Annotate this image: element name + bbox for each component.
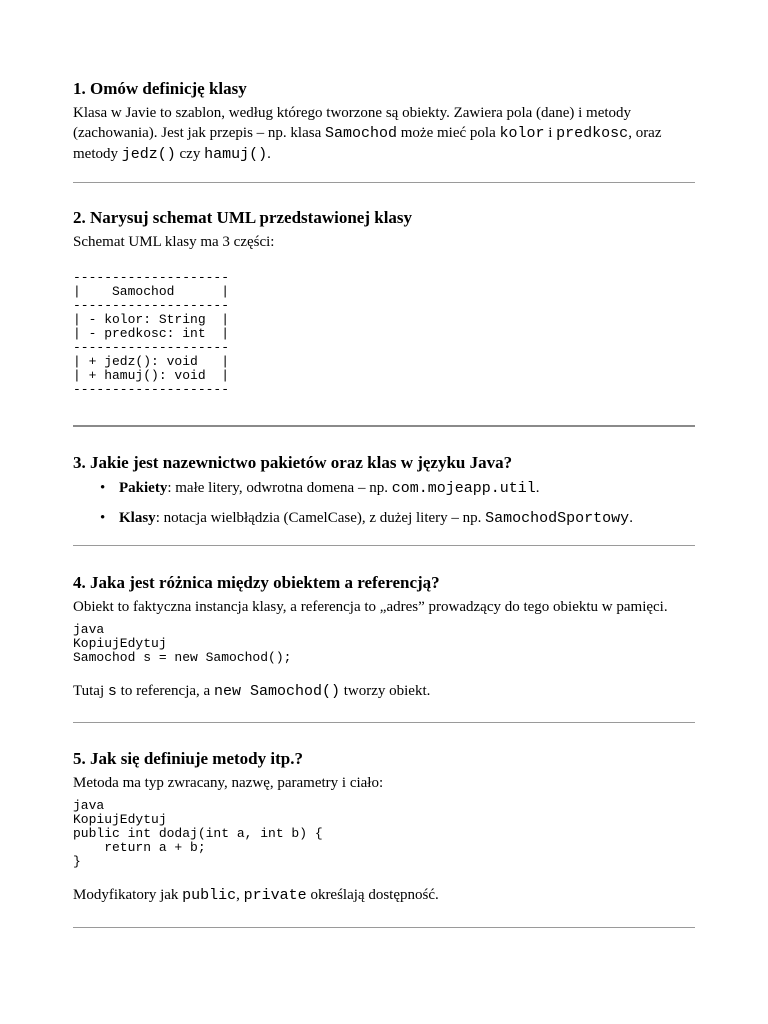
section-3-heading: 3. Jakie jest nazewnictwo pakietów oraz klas w języku Java? (73, 453, 513, 472)
text-span: Modyfikatory jak (73, 887, 183, 903)
text-span: Klasa w Javie to szablon, według którego tworzone są obiekty. Zawiera pola (dane) i metody (zachowania). Jest jak przepis – np. klasa (73, 105, 632, 141)
divider (73, 182, 695, 183)
section-1-paragraph (73, 103, 695, 165)
text-span: i (544, 125, 557, 141)
inline-code: SamochodSportowy (485, 510, 630, 527)
inline-code: hamuj() (204, 146, 268, 163)
section-4 (73, 572, 695, 702)
uml-diagram: -------------------- | Samochod | -------------------- | - kolor: String | | - predkosc: int | -------------------- | + jedz(): void | | + hamuj(): void | -------------------- (73, 270, 230, 397)
section-1 (73, 78, 695, 165)
section-2 (73, 207, 695, 397)
text-span: to referencja, a (116, 683, 214, 699)
section-5 (73, 748, 695, 906)
list-item (73, 508, 695, 529)
section-2-intro: Schemat UML klasy ma 3 części: (73, 234, 275, 250)
section-5-intro: Metoda ma typ zwracany, nazwę, parametry i ciało: (73, 775, 384, 791)
inline-code: private (243, 887, 307, 904)
divider (73, 425, 695, 427)
text-span: . (629, 510, 633, 526)
list-item-label: Pakiety (119, 480, 168, 496)
text-span: , oraz metody (73, 125, 662, 162)
inline-code: public (182, 887, 237, 904)
inline-code: s (107, 683, 117, 700)
divider (73, 545, 695, 546)
text-span: Tutaj (73, 683, 108, 699)
text-span: . (535, 480, 540, 496)
inline-code: new Samochod() (213, 683, 340, 700)
divider (73, 722, 695, 723)
inline-code: Samochod (325, 125, 398, 142)
inline-code: predkosc (556, 125, 629, 142)
inline-code: kolor (499, 125, 545, 142)
section-4-intro: Obiekt to faktyczna instancja klasy, a referencja to „adres” prowadzący do tego obiektu w pamięci. (73, 599, 668, 615)
bullet-icon: • (100, 510, 106, 526)
section-4-after (73, 681, 695, 702)
text-span: . (267, 146, 271, 162)
text-span: czy (175, 146, 205, 162)
code-block: java KopiujEdytuj public int dodaj(int a, int b) { return a + b; } (73, 798, 323, 869)
naming-list (73, 478, 695, 529)
section-2-heading: 2. Narysuj schemat UML przedstawionej klasy (73, 208, 413, 227)
code-block: java KopiujEdytuj Samochod s = new Samochod(); (73, 622, 292, 665)
section-1-heading: 1. Omów definicję klasy (73, 79, 247, 98)
list-item-label: Klasy (119, 510, 156, 526)
text-span: : notacja wielbłądzia (CamelCase), z dużej litery – np. (155, 510, 486, 526)
text-span: może mieć pola (397, 125, 500, 141)
text-span: , (236, 887, 244, 903)
divider (73, 927, 695, 928)
text-span: : małe litery, odwrotna domena – np. (167, 480, 392, 496)
section-4-heading: 4. Jaka jest różnica między obiektem a referencją? (73, 573, 440, 592)
text-span: tworzy obiekt. (339, 683, 431, 699)
text-span: określają dostępność. (306, 887, 439, 903)
section-5-heading: 5. Jak się definiuje metody itp.? (73, 749, 303, 768)
bullet-icon: • (100, 480, 106, 496)
section-3 (73, 452, 695, 529)
section-5-after (73, 885, 695, 906)
inline-code: jedz() (121, 146, 176, 163)
inline-code: com.mojeapp.util (391, 480, 536, 497)
list-item (73, 478, 695, 499)
